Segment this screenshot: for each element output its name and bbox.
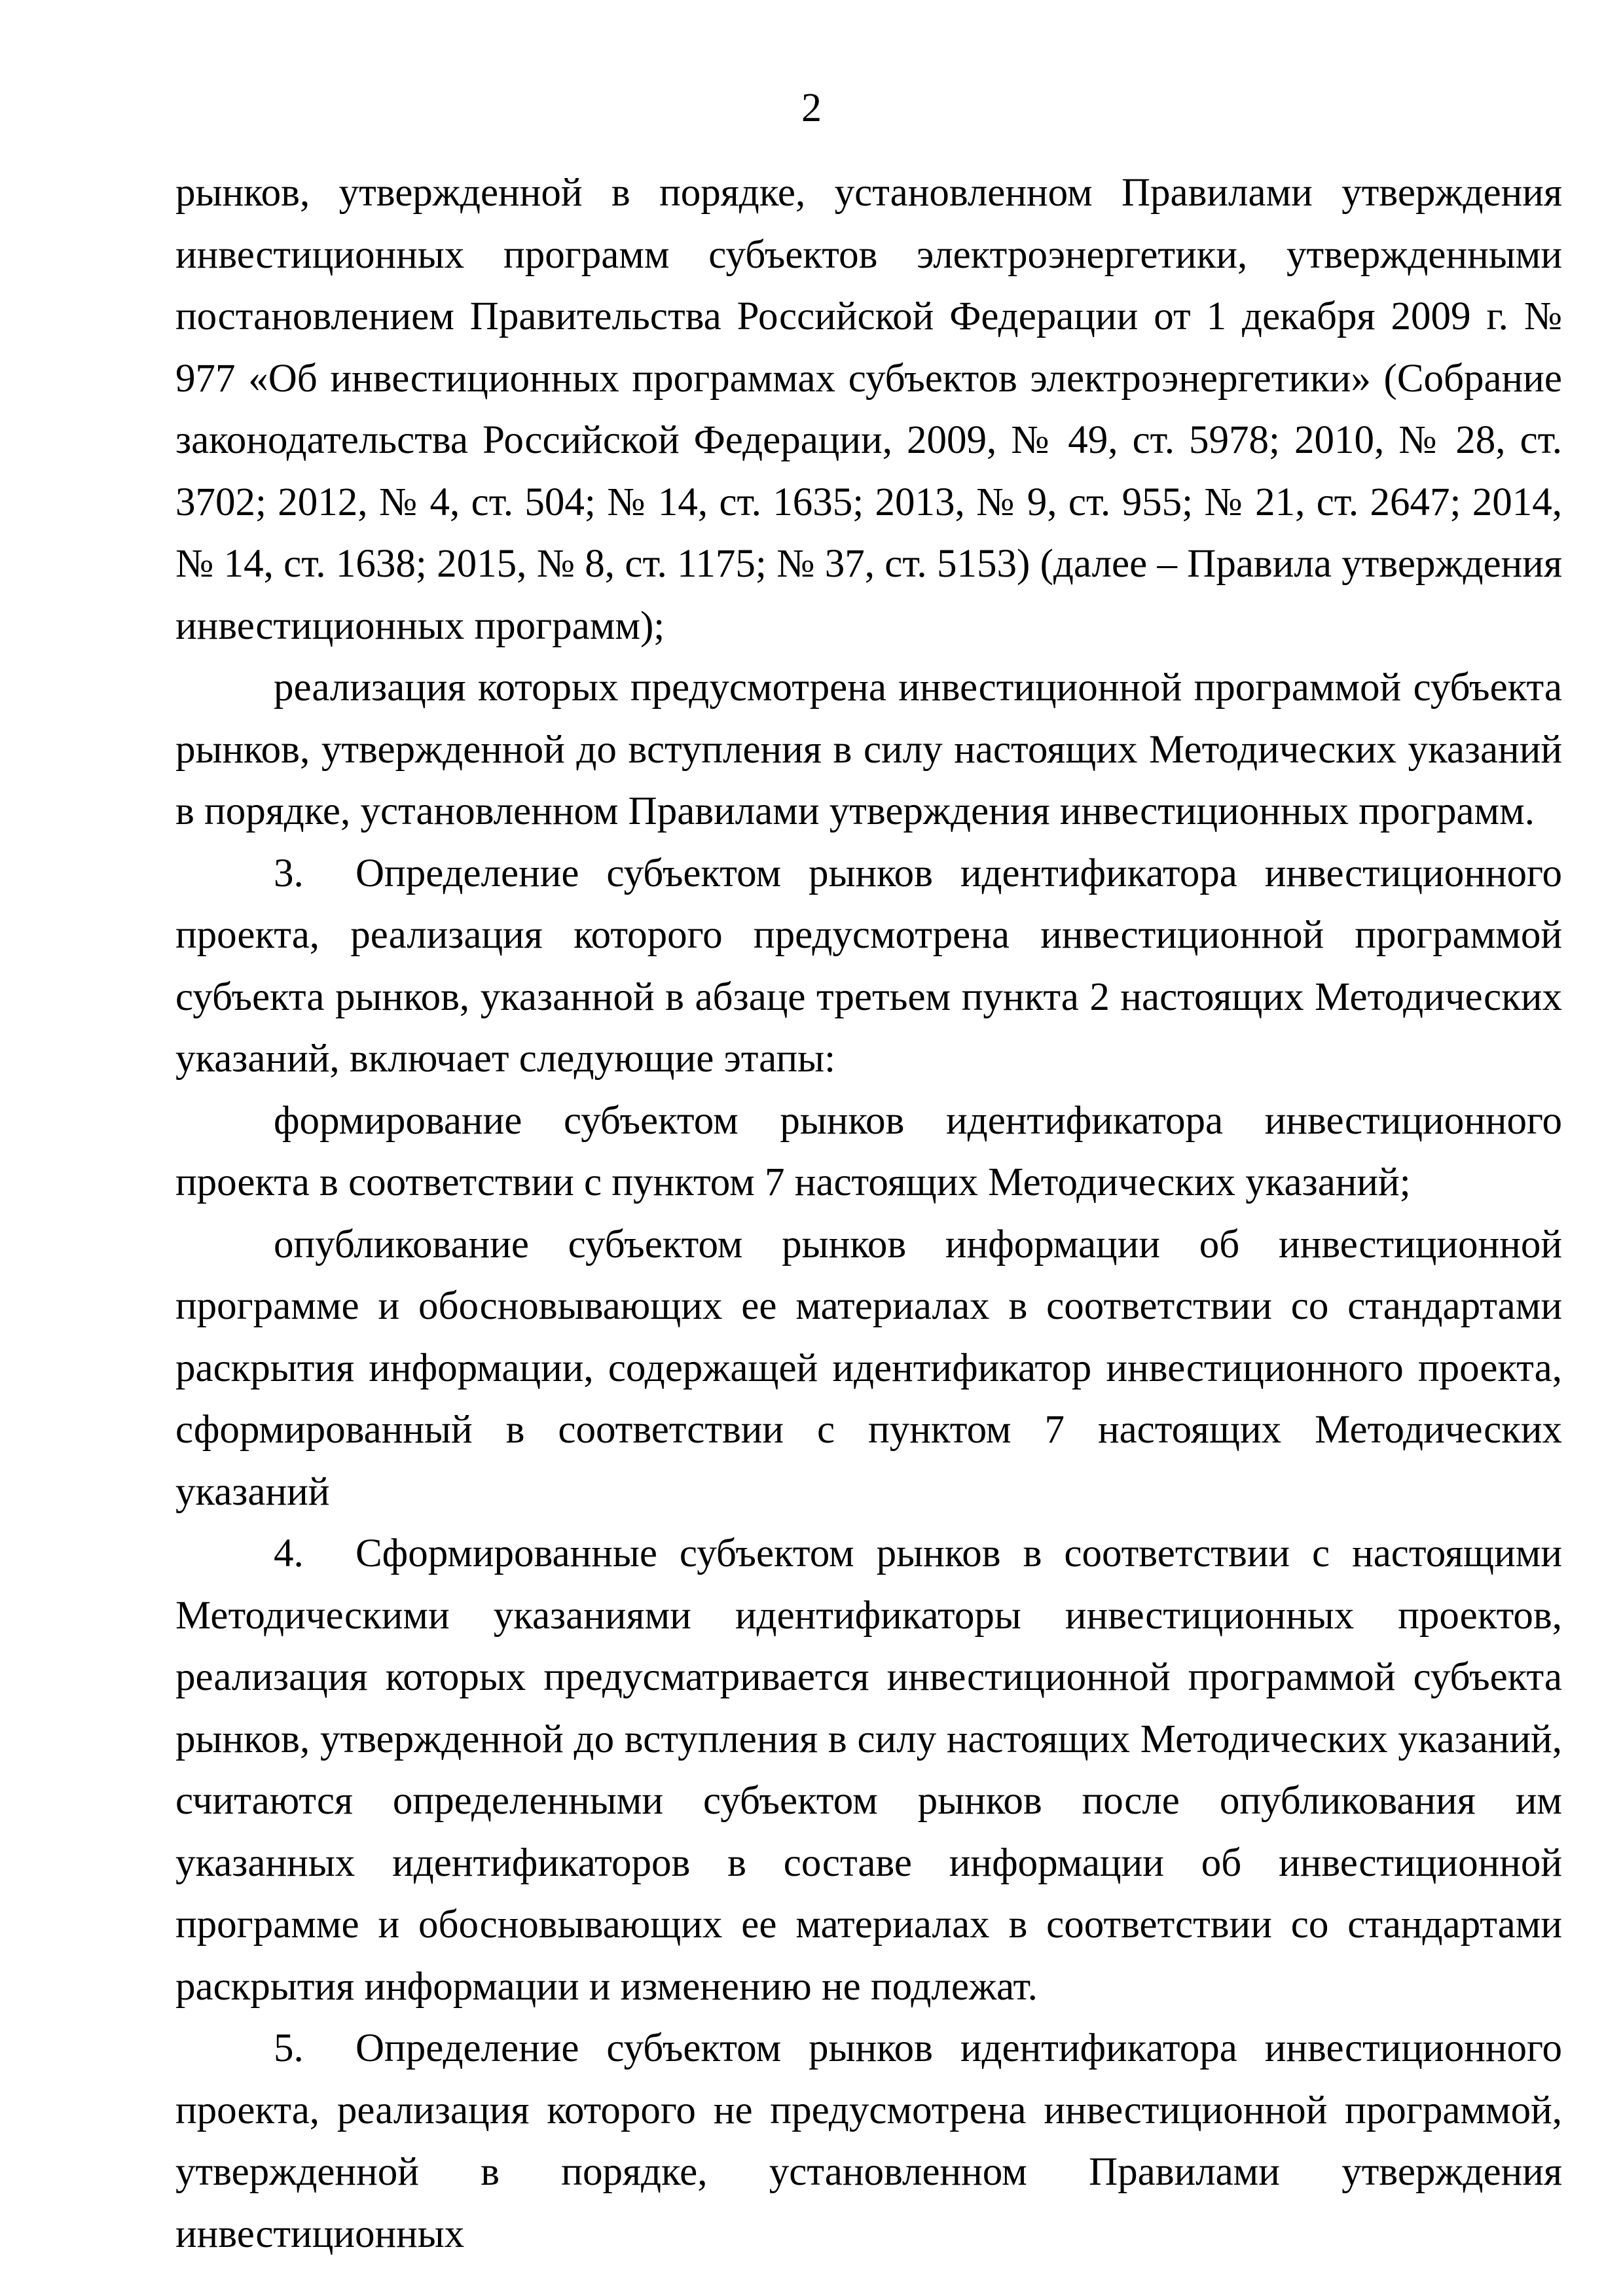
item-text: Сформированные субъектом рынков в соответствии с настоящими Методическими указаниями идентификаторы инвестиционных проектов, реализация которых предусматривается инвестиционной программой субъекта рынков, утвержденной до вступления в силу настоящих Методических указаний, считаются определенными субъектом рынков после опубликования им указанных идентификаторов в составе информации об инвестиционной программе и обосновывающих ее материалах в соответствии со стандартами раскрытия информации и изменению не подлежат.	[175, 1532, 1562, 2009]
document-body	[175, 162, 1562, 2265]
paragraph-item-5	[175, 2018, 1562, 2265]
item-number: 4.	[274, 1532, 304, 1575]
paragraph-publishing-step: опубликование субъектом рынков информации об инвестиционной программе и обосновывающих ее материалах в соответствии со стандартами раскрытия информации, содержащей идентификатор инвестиционного проекта, сформированный в соответствии с пунктом 7 настоящих Методических указаний	[175, 1222, 1562, 1514]
item-text: Определение субъектом рынков идентификатора инвестиционного проекта, реализация которого предусмотрена инвестиционной программой субъекта рынков, указанной в абзаце третьем пункта 2 настоящих Методических указаний, включает следующие этапы:	[175, 851, 1562, 1081]
paragraph-item-3	[175, 843, 1562, 1090]
item-number: 3.	[274, 851, 304, 895]
paragraph-implementation: реализация которых предусмотрена инвестиционной программой субъекта рынков, утвержденной до вступления в силу настоящих Методических указаний в порядке, установленном Правилами утверждения инвестиционных программ.	[175, 666, 1562, 833]
paragraph-forming-step: формирование субъектом рынков идентификатора инвестиционного проекта в соответствии с пунктом 7 настоящих Методических указаний;	[175, 1098, 1562, 1204]
item-number: 5.	[274, 2026, 304, 2070]
page-number: 2	[801, 86, 822, 130]
item-text: Определение субъектом рынков идентификатора инвестиционного проекта, реализация которого не предусмотрена инвестиционной программой, утвержденной в порядке, установленном Правилами утверждения инвестиционных	[175, 2026, 1562, 2256]
paragraph-continuation: рынков, утвержденной в порядке, установленном Правилами утверждения инвестиционных программ субъектов электроэнергетики, утвержденными постановлением Правительства Российской Федерации от 1 декабря 2009 г. № 977 «Об инвестиционных программах субъектов электроэнергетики» (Собрание законодательства Российской Федерации, 2009, № 49, ст. 5978; 2010, № 28, ст. 3702; 2012, № 4, ст. 504; № 14, ст. 1635; 2013, № 9, ст. 955; № 21, ст. 2647; 2014, № 14, ст. 1638; 2015, № 8, ст. 1175; № 37, ст. 5153) (далее – Правила утверждения инвестиционных программ);	[175, 171, 1562, 648]
paragraph-item-4	[175, 1523, 1562, 2018]
